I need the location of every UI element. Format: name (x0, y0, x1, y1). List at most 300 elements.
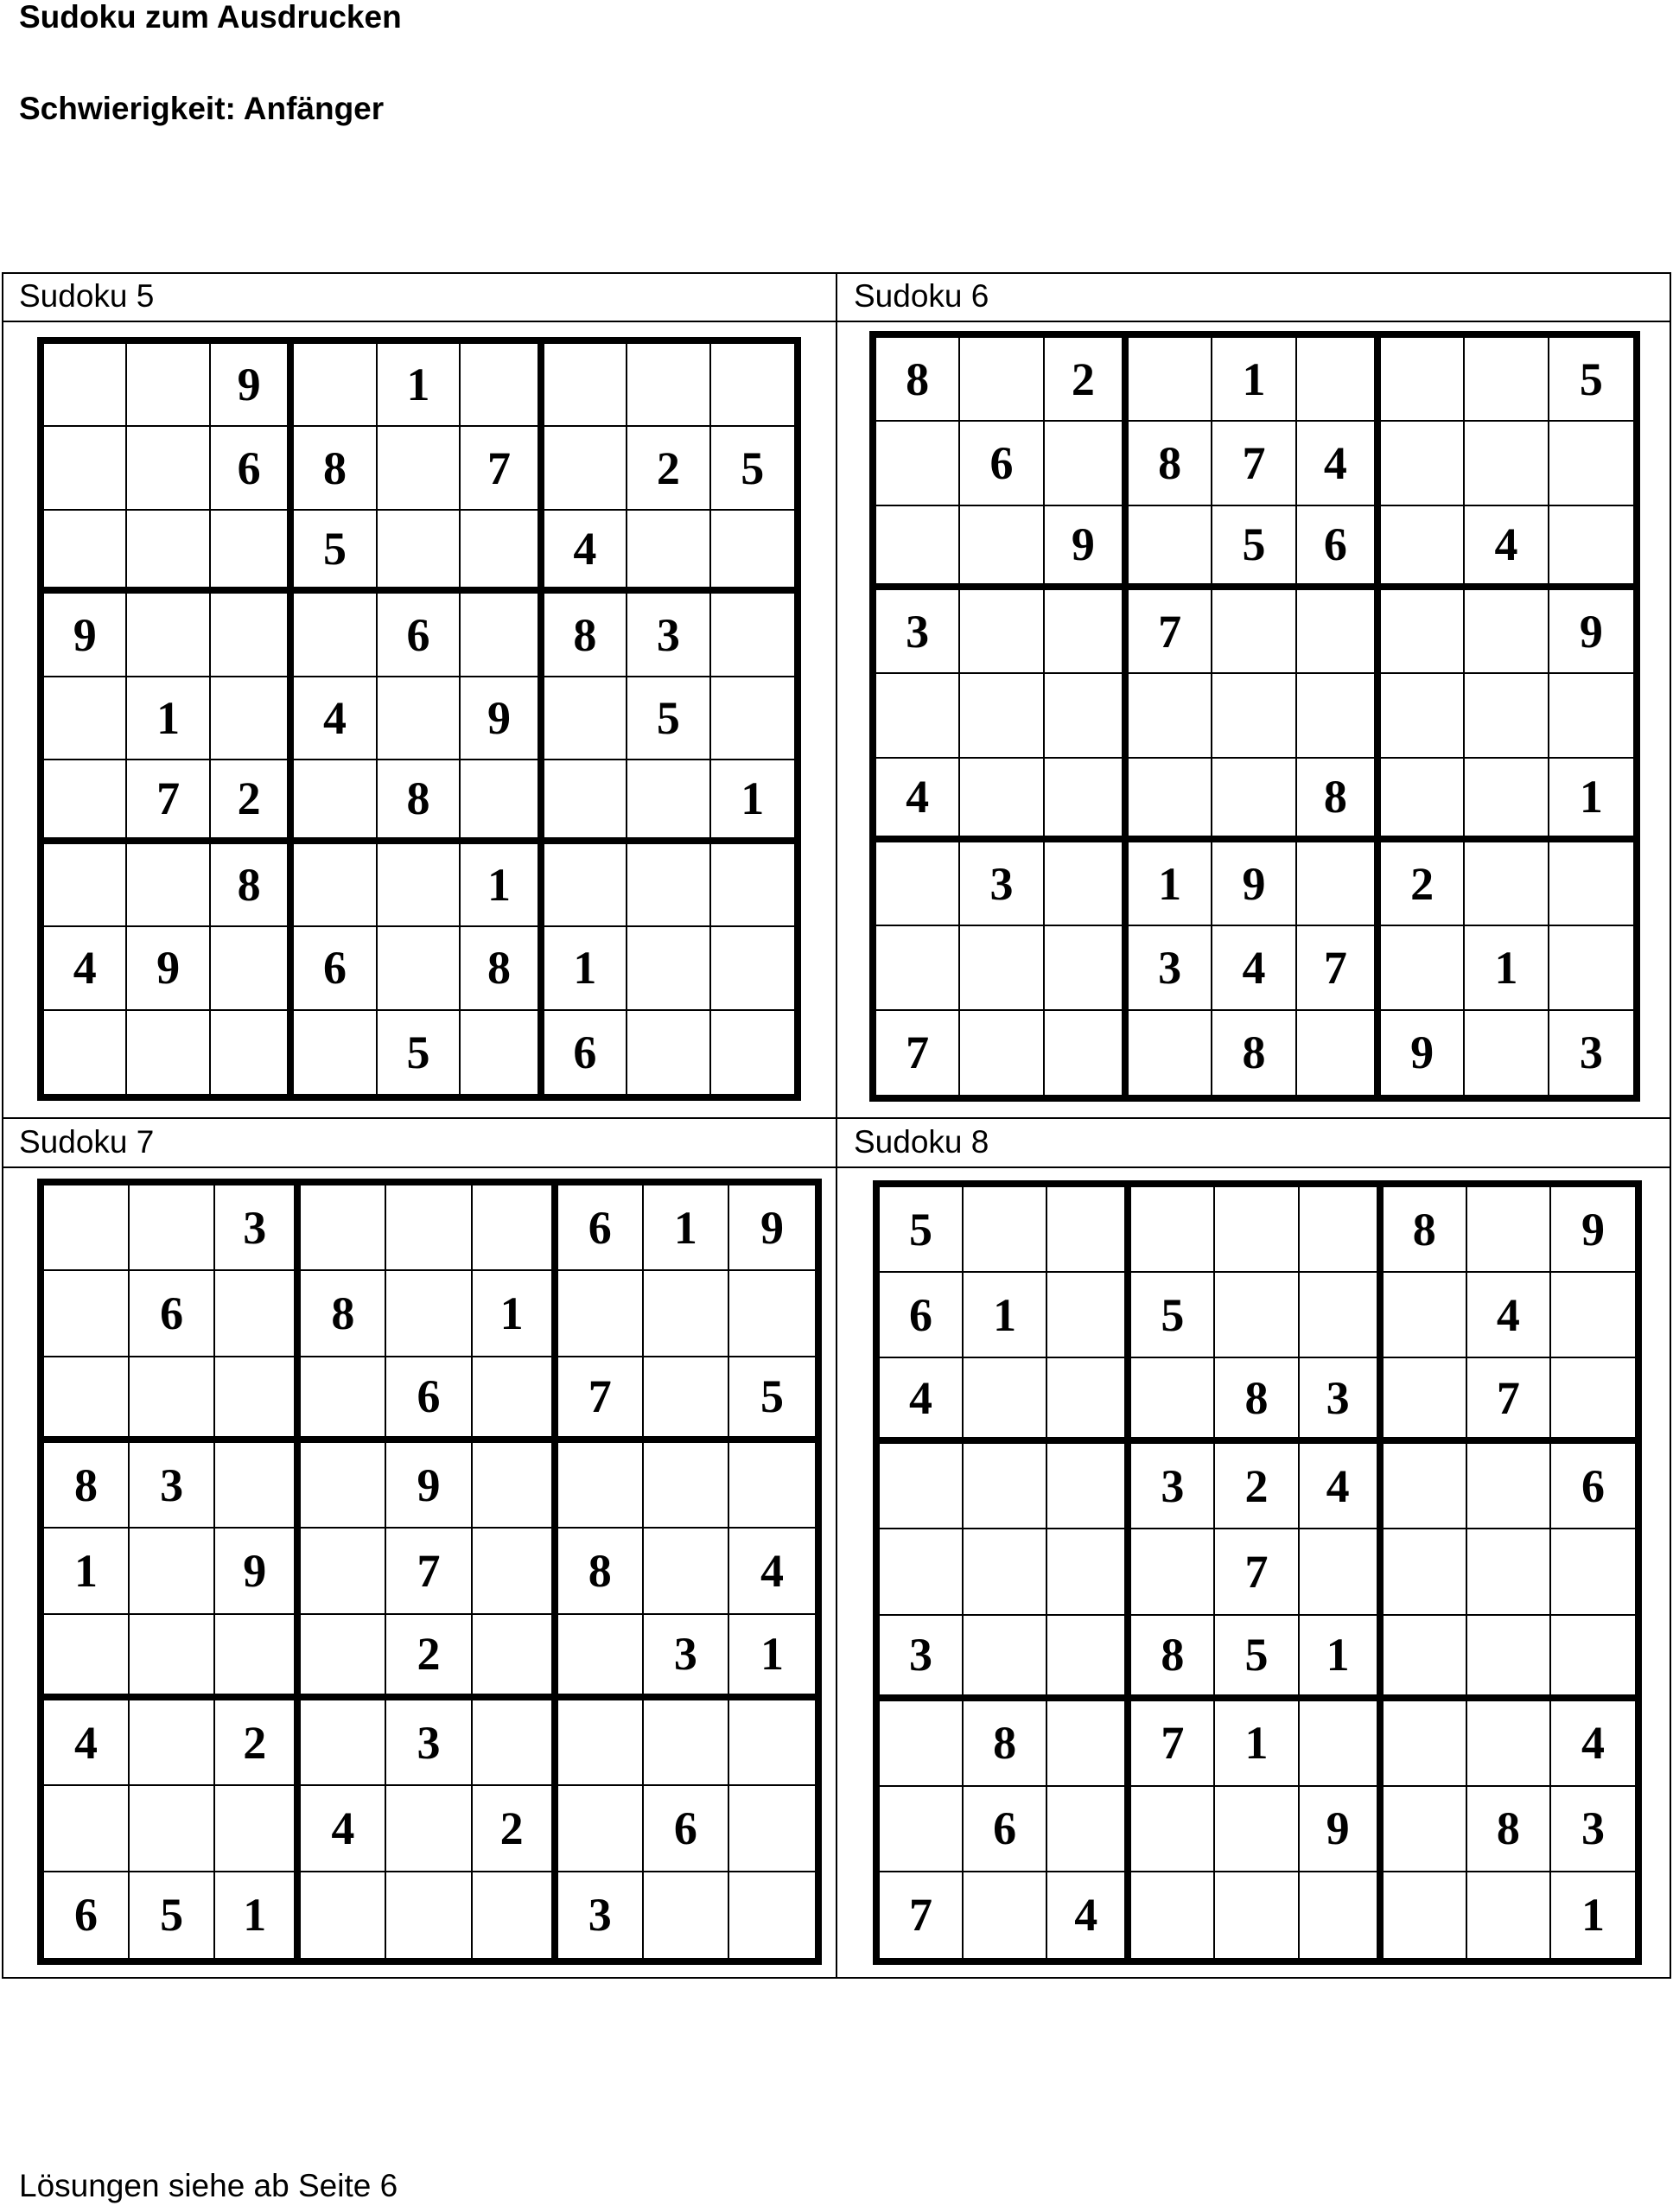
sudoku-square: 2 (211, 760, 294, 843)
sudoku-square (960, 590, 1044, 674)
sudoku-square (44, 344, 127, 427)
sudoku-square: 1 (44, 1529, 130, 1614)
sudoku-square (544, 427, 627, 510)
sudoku-square: 7 (1131, 1701, 1215, 1787)
sudoku-square (558, 1271, 644, 1357)
sudoku-square (1131, 1529, 1215, 1615)
sudoku-square: 4 (44, 927, 127, 1010)
sudoku-square: 8 (876, 338, 960, 422)
sudoku-square (558, 1700, 644, 1786)
sudoku-square (1129, 506, 1212, 590)
sudoku-square (378, 511, 461, 594)
sudoku-square: 1 (544, 927, 627, 1010)
sudoku-square (729, 1786, 815, 1872)
sudoku-square: 6 (1551, 1444, 1635, 1529)
sudoku-square: 2 (627, 427, 710, 510)
sudoku-square: 9 (461, 677, 544, 760)
sudoku-square (1300, 1187, 1384, 1273)
sudoku-square: 2 (215, 1700, 301, 1786)
sudoku-square (644, 1700, 729, 1786)
sudoku-square (44, 511, 127, 594)
sudoku-square (461, 511, 544, 594)
sudoku-square (960, 674, 1044, 758)
sudoku-square (1215, 1187, 1299, 1273)
sudoku-square: 1 (378, 344, 461, 427)
sudoku-square: 1 (127, 677, 210, 760)
sudoku-square: 7 (1212, 422, 1296, 505)
sudoku-square (294, 344, 377, 427)
sudoku-square (1549, 506, 1633, 590)
sudoku-square (1381, 590, 1465, 674)
sudoku-square (127, 427, 210, 510)
sudoku-square (711, 927, 794, 1010)
sudoku-square (127, 844, 210, 927)
sudoku-grid (873, 1180, 1642, 1965)
sudoku-square: 5 (711, 427, 794, 510)
sudoku-square (1047, 1273, 1131, 1358)
puzzle-cell (2, 1118, 836, 1979)
sudoku-square (1300, 1273, 1384, 1358)
sudoku-square: 3 (960, 842, 1044, 926)
sudoku-square (378, 927, 461, 1010)
sudoku-square (294, 1011, 377, 1094)
sudoku-square: 8 (1131, 1616, 1215, 1701)
sudoku-square: 6 (960, 422, 1044, 505)
sudoku-square: 4 (1467, 1273, 1551, 1358)
sudoku-square (1465, 674, 1549, 758)
sudoku-square (44, 1615, 130, 1700)
sudoku-grid (869, 331, 1640, 1102)
sudoku-square (1384, 1529, 1467, 1615)
sudoku-square (211, 677, 294, 760)
sudoku-square (130, 1700, 215, 1786)
sudoku-square (378, 427, 461, 510)
sudoku-square: 6 (1297, 506, 1381, 590)
sudoku-square: 5 (880, 1187, 964, 1273)
sudoku-square: 2 (1381, 842, 1465, 926)
sudoku-square: 9 (127, 927, 210, 1010)
sudoku-square: 3 (1579, 1027, 1603, 1079)
sudoku-square (1300, 1529, 1384, 1615)
sudoku-square: 3 (1300, 1358, 1384, 1444)
sudoku-square: 8 (1129, 422, 1212, 505)
sudoku-square: 9 (1549, 590, 1633, 674)
sudoku-square: 8 (964, 1701, 1047, 1787)
sudoku-square: 5 (378, 1011, 461, 1094)
sudoku-square: 5 (729, 1357, 815, 1443)
sudoku-square (1465, 422, 1549, 505)
sudoku-square (130, 1185, 215, 1271)
sudoku-square (1551, 1358, 1635, 1444)
sudoku-square (1384, 1701, 1467, 1787)
sudoku-square (473, 1443, 558, 1529)
sudoku-square (627, 1011, 710, 1094)
sudoku-square (558, 1786, 644, 1872)
sudoku-square: 1 (473, 1271, 558, 1357)
sudoku-square (44, 427, 127, 510)
sudoku-square (880, 1444, 964, 1529)
sudoku-square: 9 (211, 344, 294, 427)
sudoku-square: 1 (215, 1872, 301, 1958)
sudoku-square: 4 (1047, 1872, 1131, 1958)
sudoku-square (1047, 1187, 1131, 1273)
sudoku-square (960, 1011, 1044, 1095)
sudoku-square (1215, 1273, 1299, 1358)
sudoku-square (964, 1616, 1047, 1701)
sudoku-square (644, 1529, 729, 1614)
sudoku-square (711, 511, 794, 594)
sudoku-square: 3 (627, 594, 710, 677)
sudoku-square: 4 (544, 511, 627, 594)
sudoku-square (215, 1786, 301, 1872)
sudoku-square: 5 (1131, 1273, 1215, 1358)
sudoku-square (1045, 1011, 1129, 1095)
sudoku-square (1549, 422, 1633, 505)
sudoku-square (461, 760, 544, 843)
sudoku-square (1549, 926, 1633, 1010)
sudoku-square (1131, 1787, 1215, 1872)
sudoku-square: 8 (1215, 1358, 1299, 1444)
sudoku-square: 8 (544, 594, 627, 677)
sudoku-square (215, 1615, 301, 1700)
sudoku-square: 7 (558, 1357, 644, 1443)
sudoku-square (964, 1872, 1047, 1958)
sudoku-square (130, 1615, 215, 1700)
sudoku-square (960, 338, 1044, 422)
sudoku-square (1465, 590, 1549, 674)
sudoku-square (211, 1011, 294, 1094)
sudoku-square (1381, 338, 1465, 422)
sudoku-square (1384, 1616, 1467, 1701)
sudoku-square (711, 677, 794, 760)
sudoku-square (301, 1700, 386, 1786)
sudoku-square (1381, 506, 1465, 590)
sudoku-square (960, 759, 1044, 842)
sudoku-square: 3 (558, 1872, 644, 1958)
sudoku-square: 8 (1467, 1787, 1551, 1872)
sudoku-square (544, 677, 627, 760)
sudoku-square (215, 1357, 301, 1443)
sudoku-square (644, 1872, 729, 1958)
sudoku-square: 8 (461, 927, 544, 1010)
sudoku-square (1384, 1273, 1467, 1358)
sudoku-square (44, 677, 127, 760)
puzzle-caption: Sudoku 8 (854, 1124, 989, 1160)
sudoku-square: 9 (1551, 1187, 1635, 1273)
sudoku-square: 2 (386, 1615, 472, 1700)
sudoku-square (711, 844, 794, 927)
sudoku-square: 8 (1212, 1011, 1296, 1095)
sudoku-square: 5 (1212, 506, 1296, 590)
sudoku-square: 6 (378, 594, 461, 677)
sudoku-square (1300, 1701, 1384, 1787)
sudoku-square: 1 (711, 760, 794, 843)
sudoku-square (1467, 1616, 1551, 1701)
sudoku-square (711, 1011, 794, 1094)
sudoku-square: 1 (1549, 759, 1633, 842)
sudoku-square (1045, 842, 1129, 926)
sudoku-square (1212, 590, 1296, 674)
sudoku-square: 3 (386, 1700, 472, 1786)
sudoku-square (880, 1787, 964, 1872)
sudoku-square (1384, 1358, 1467, 1444)
sudoku-square (644, 1357, 729, 1443)
sudoku-square (301, 1443, 386, 1529)
sudoku-square: 1 (1581, 1889, 1605, 1942)
sudoku-square: 1 (1212, 338, 1296, 422)
sudoku-square (964, 1444, 1047, 1529)
sudoku-square (215, 1271, 301, 1357)
puzzle-cell (836, 272, 1671, 1118)
sudoku-square: 3 (130, 1443, 215, 1529)
sudoku-square: 9 (1381, 1011, 1465, 1095)
sudoku-square (1551, 1273, 1635, 1358)
sudoku-square (127, 344, 210, 427)
sudoku-square (1045, 422, 1129, 505)
document-title: Sudoku zum Ausdrucken (19, 0, 402, 35)
sudoku-grid (37, 1179, 822, 1965)
sudoku-square: 1 (729, 1615, 815, 1700)
sudoku-square (1381, 759, 1465, 842)
sudoku-square: 9 (1045, 506, 1129, 590)
sudoku-square: 6 (386, 1357, 472, 1443)
sudoku-square (876, 674, 960, 758)
sudoku-square: 7 (1297, 926, 1381, 1010)
solutions-note: Lösungen siehe ab Seite 6 (19, 2168, 398, 2203)
sudoku-square (473, 1357, 558, 1443)
sudoku-square (558, 1615, 644, 1700)
sudoku-square: 1 (1465, 926, 1549, 1010)
sudoku-square: 6 (294, 927, 377, 1010)
sudoku-square (473, 1872, 558, 1958)
sudoku-square (1129, 674, 1212, 758)
sudoku-square (1047, 1444, 1131, 1529)
sudoku-square: 7 (461, 427, 544, 510)
sudoku-square (301, 1615, 386, 1700)
sudoku-square (1551, 1616, 1635, 1701)
sudoku-square: 8 (294, 427, 377, 510)
sudoku-square: 4 (1465, 506, 1549, 590)
sudoku-square (1467, 1872, 1551, 1958)
sudoku-square (211, 594, 294, 677)
sudoku-square (1131, 1358, 1215, 1444)
sudoku-square: 7 (1215, 1529, 1299, 1615)
sudoku-square (473, 1615, 558, 1700)
sudoku-square (960, 926, 1044, 1010)
sudoku-square (294, 760, 377, 843)
sudoku-square: 8 (44, 1443, 130, 1529)
sudoku-square (627, 760, 710, 843)
sudoku-square (301, 1872, 386, 1958)
sudoku-square (880, 1529, 964, 1615)
sudoku-square: 1 (461, 844, 544, 927)
sudoku-square: 6 (644, 1786, 729, 1872)
sudoku-square: 2 (1045, 338, 1129, 422)
sudoku-square (1212, 759, 1296, 842)
sudoku-square: 1 (644, 1185, 729, 1271)
puzzle-cell (2, 272, 836, 1118)
sudoku-square (729, 1271, 815, 1357)
puzzle-caption: Sudoku 7 (19, 1124, 155, 1160)
sudoku-square (301, 1357, 386, 1443)
sudoku-square (1465, 842, 1549, 926)
sudoku-square: 9 (729, 1185, 815, 1271)
sudoku-square: 4 (1300, 1444, 1384, 1529)
sudoku-square (127, 594, 210, 677)
sudoku-square: 7 (880, 1872, 964, 1958)
sudoku-square: 5 (294, 511, 377, 594)
difficulty-label: Schwierigkeit: Anfänger (19, 91, 385, 126)
sudoku-square (627, 844, 710, 927)
sudoku-square: 1 (964, 1273, 1047, 1358)
sudoku-square (960, 506, 1044, 590)
sudoku-square (1297, 590, 1381, 674)
sudoku-square (1129, 759, 1212, 842)
sudoku-square (558, 1443, 644, 1529)
sudoku-square: 4 (301, 1786, 386, 1872)
sudoku-square: 4 (876, 759, 960, 842)
sudoku-square (1045, 926, 1129, 1010)
sudoku-square (211, 927, 294, 1010)
sudoku-square (44, 1357, 130, 1443)
sudoku-square (1467, 1701, 1551, 1787)
sudoku-square (1047, 1787, 1131, 1872)
sudoku-square: 1 (1129, 842, 1212, 926)
sudoku-square (1549, 842, 1633, 926)
sudoku-square: 7 (876, 1011, 960, 1095)
sudoku-square (1297, 842, 1381, 926)
sudoku-square: 6 (544, 1011, 627, 1094)
sudoku-square (301, 1185, 386, 1271)
sudoku-square: 3 (880, 1616, 964, 1701)
sudoku-square (461, 594, 544, 677)
sudoku-square: 3 (1131, 1444, 1215, 1529)
sudoku-square: 4 (729, 1529, 815, 1614)
sudoku-square (1300, 1872, 1384, 1958)
sudoku-square: 6 (558, 1185, 644, 1271)
sudoku-square (1467, 1444, 1551, 1529)
sudoku-square (964, 1358, 1047, 1444)
sudoku-square: 5 (1549, 338, 1633, 422)
sudoku-square (44, 1011, 127, 1094)
sudoku-square (215, 1443, 301, 1529)
sudoku-square (301, 1529, 386, 1614)
sudoku-square (473, 1185, 558, 1271)
sudoku-square (1549, 674, 1633, 758)
sudoku-square: 8 (558, 1529, 644, 1614)
sudoku-square (1551, 1529, 1635, 1615)
sudoku-square (1384, 1872, 1467, 1958)
sudoku-square (1297, 674, 1381, 758)
sudoku-square: 4 (880, 1358, 964, 1444)
sudoku-square: 8 (1297, 759, 1381, 842)
sudoku-square (876, 422, 960, 505)
sudoku-square: 2 (1215, 1444, 1299, 1529)
sudoku-square (1047, 1358, 1131, 1444)
sudoku-square (627, 344, 710, 427)
sudoku-square (211, 511, 294, 594)
sudoku-square (294, 844, 377, 927)
sudoku-square (1381, 422, 1465, 505)
sudoku-square (1297, 1011, 1381, 1095)
sudoku-grid (37, 337, 801, 1101)
sudoku-square: 6 (211, 427, 294, 510)
sudoku-square (627, 511, 710, 594)
sudoku-square: 6 (44, 1872, 130, 1958)
sudoku-square (1047, 1616, 1131, 1701)
sudoku-square: 5 (627, 677, 710, 760)
sudoku-square (294, 594, 377, 677)
sudoku-square (44, 1185, 130, 1271)
sudoku-square: 3 (876, 590, 960, 674)
sudoku-square: 8 (211, 844, 294, 927)
sudoku-square (386, 1185, 472, 1271)
sudoku-square: 4 (1297, 422, 1381, 505)
sudoku-square: 9 (1300, 1787, 1384, 1872)
sudoku-square (1045, 674, 1129, 758)
sudoku-square (964, 1187, 1047, 1273)
sudoku-square: 7 (1467, 1358, 1551, 1444)
sudoku-square (44, 1786, 130, 1872)
sudoku-square: 9 (1212, 842, 1296, 926)
sudoku-square (1047, 1529, 1131, 1615)
sudoku-square (130, 1786, 215, 1872)
sudoku-square: 5 (130, 1872, 215, 1958)
sudoku-square: 3 (644, 1615, 729, 1700)
sudoku-square (876, 842, 960, 926)
sudoku-square: 5 (1215, 1616, 1299, 1701)
sudoku-square: 6 (964, 1787, 1047, 1872)
sudoku-square (386, 1271, 472, 1357)
sudoku-square (386, 1786, 472, 1872)
sudoku-square (473, 1529, 558, 1614)
sudoku-square (1045, 759, 1129, 842)
sudoku-square (544, 760, 627, 843)
sudoku-square: 4 (294, 677, 377, 760)
sudoku-square: 6 (880, 1273, 964, 1358)
sudoku-square (1381, 674, 1465, 758)
sudoku-square (644, 1271, 729, 1357)
sudoku-square: 9 (386, 1443, 472, 1529)
sudoku-square (876, 926, 960, 1010)
sudoku-square (127, 511, 210, 594)
sudoku-square: 9 (44, 594, 127, 677)
sudoku-square (880, 1701, 964, 1787)
sudoku-square: 2 (473, 1786, 558, 1872)
sudoku-square: 1 (1300, 1616, 1384, 1701)
sudoku-square (1465, 338, 1549, 422)
sudoku-square (1381, 926, 1465, 1010)
sudoku-square: 4 (1212, 926, 1296, 1010)
sudoku-square (44, 760, 127, 843)
sudoku-square (1297, 338, 1381, 422)
sudoku-square (964, 1529, 1047, 1615)
sudoku-square (1215, 1872, 1299, 1958)
sudoku-square: 3 (215, 1185, 301, 1271)
sudoku-square: 8 (378, 760, 461, 843)
sudoku-square: 9 (215, 1529, 301, 1614)
sudoku-square (644, 1443, 729, 1529)
sudoku-square (876, 506, 960, 590)
sudoku-square (729, 1700, 815, 1786)
sudoku-square (130, 1529, 215, 1614)
sudoku-square (473, 1700, 558, 1786)
sudoku-square: 3 (1551, 1787, 1635, 1872)
sudoku-square (461, 344, 544, 427)
sudoku-square: 8 (1384, 1187, 1467, 1273)
sudoku-square: 7 (1129, 590, 1212, 674)
puzzle-caption: Sudoku 6 (854, 278, 989, 314)
